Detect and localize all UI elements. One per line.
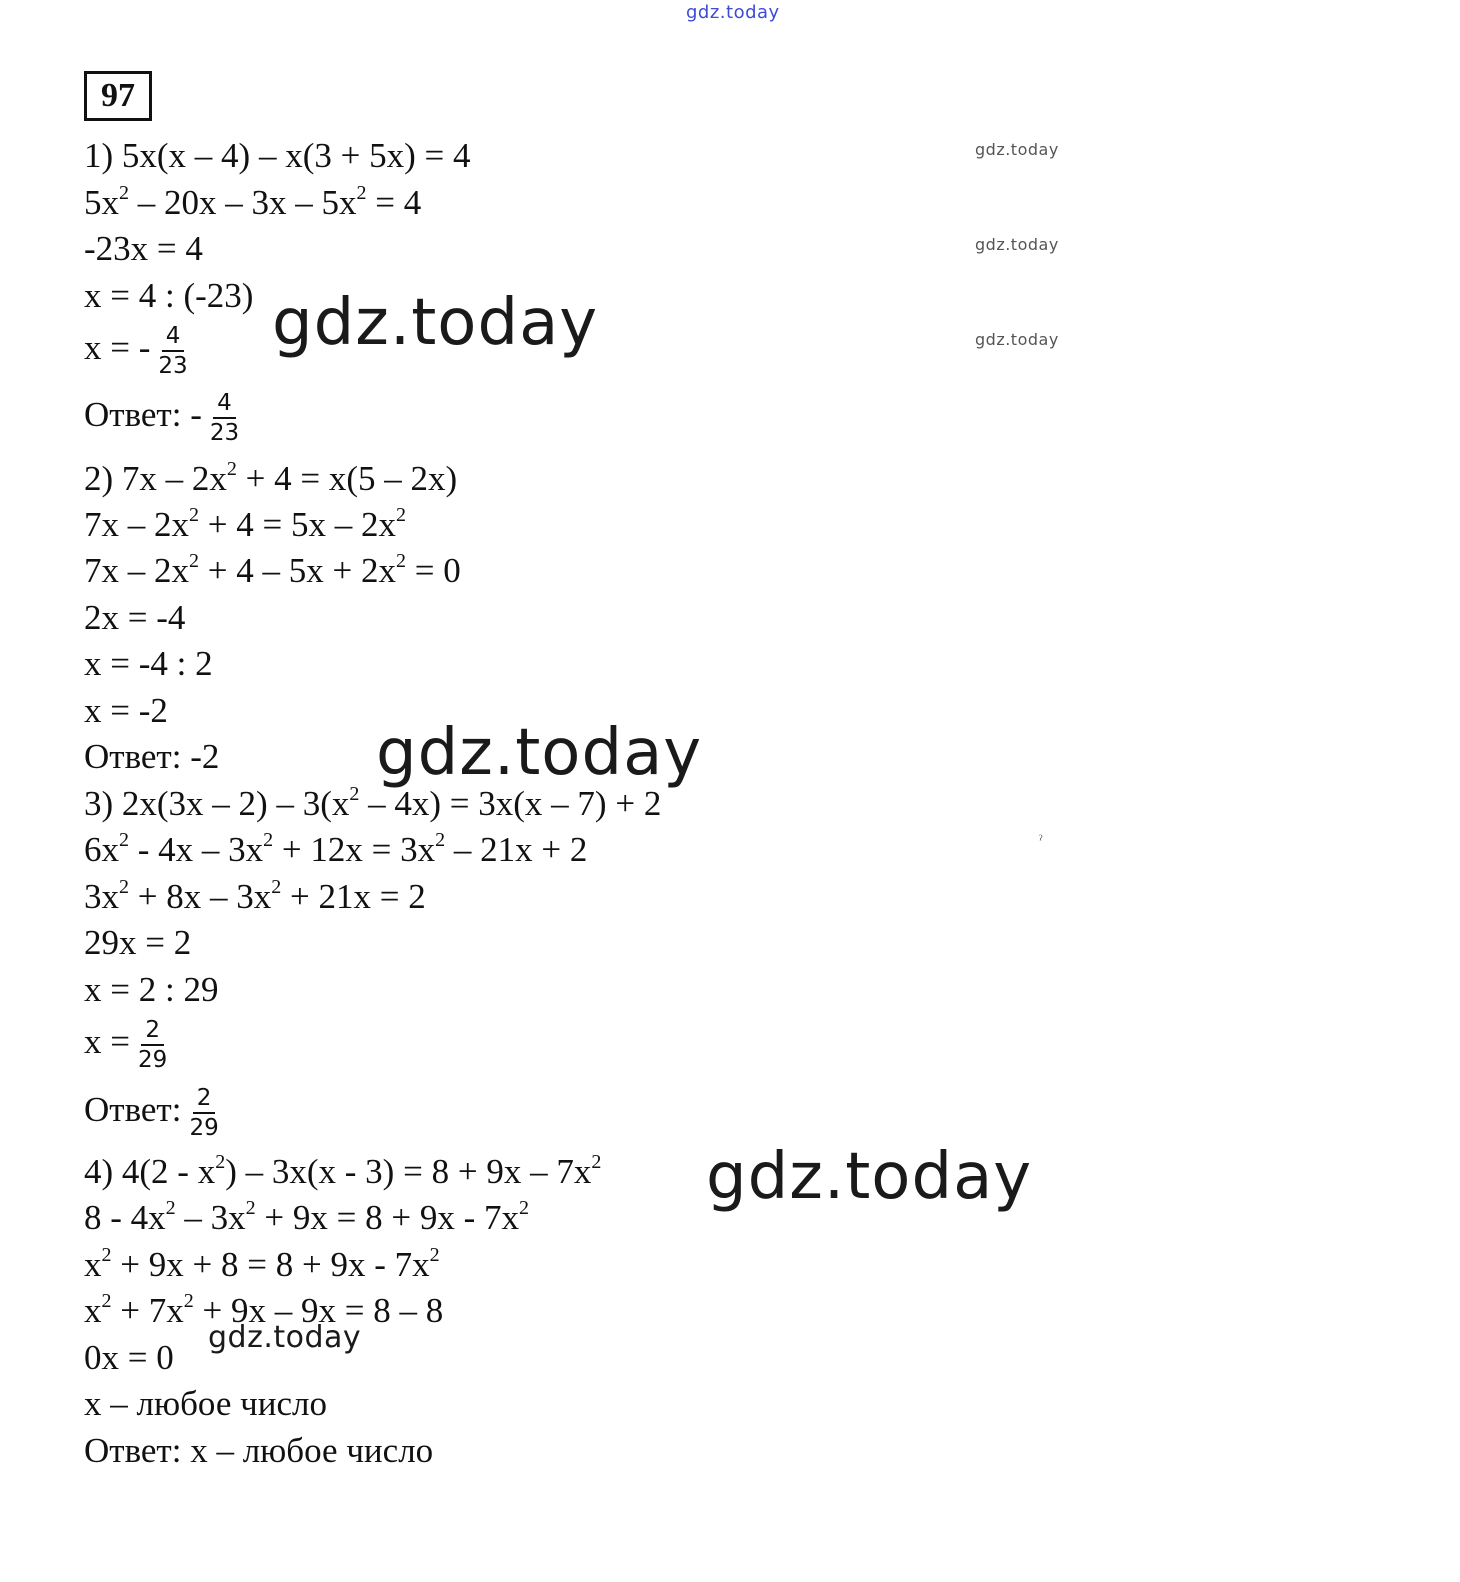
equation-line: x = -2 xyxy=(84,691,168,730)
equation-line: 1) 5x(x – 4) – x(3 + 5x) = 4 xyxy=(84,136,471,175)
fraction: $\frac{4}{23}$ xyxy=(209,390,240,446)
equation-line: x = 2 : 29 xyxy=(84,970,219,1009)
fraction: $\frac{4}{23}$ xyxy=(158,323,188,379)
watermark-mid: gdz.today xyxy=(208,1320,362,1355)
answer-line: Ответ: -2 xyxy=(84,737,220,776)
answer-line: Ответ: - $\frac{4}{23}$ xyxy=(84,389,243,447)
equation-line: 3) $2x(3x - 2) - 3(x^2 - 4x) = 3x(x - 7) + 2$ xyxy=(84,783,662,823)
equation-line: $8 - 4x^2 - 3x^2 + 9x = 8 + 9x - 7x^2$ xyxy=(84,1197,530,1237)
watermark-small: gdz.today xyxy=(975,330,1059,349)
equation-line: $3x^2 + 8x - 3x^2 + 21x = 2$ xyxy=(84,876,426,916)
answer-line: Ответ: $\frac{2}{29}$ xyxy=(84,1084,223,1142)
answer-line: Ответ: x – любое число xyxy=(84,1431,434,1470)
equation-line: 0x = 0 xyxy=(84,1338,174,1377)
equation-line: $5x^2 - 20x - 3x - 5x^2 = 4$ xyxy=(84,182,422,222)
equation-line: -23x = 4 xyxy=(84,229,203,268)
equation-line: $6x^2 - 4x - 3x^2 + 12x = 3x^2 - 21x + 2$ xyxy=(84,829,588,869)
equation-line: 4) $4(2 - x^2) - 3x(x - 3) = 8 + 9x - 7x^2$ xyxy=(84,1151,602,1191)
watermark-big: gdz.today xyxy=(376,716,703,790)
equation-line: $7x - 2x^2 + 4 - 5x + 2x^2 = 0$ xyxy=(84,550,461,590)
watermark-big: gdz.today xyxy=(706,1140,1033,1214)
equation-line: x = - $\frac{4}{23}$ xyxy=(84,322,192,380)
task-number: 97 xyxy=(84,71,152,121)
stray-mark: ˀ xyxy=(1039,833,1043,848)
watermark-small: gdz.today xyxy=(975,140,1059,159)
equation-line: $7x - 2x^2 + 4 = 5x - 2x^2$ xyxy=(84,504,406,544)
watermark-big: gdz.today xyxy=(272,286,599,360)
watermark-small: gdz.today xyxy=(975,235,1059,254)
equation-line: 29x = 2 xyxy=(84,923,192,962)
fraction: $\frac{2}{29}$ xyxy=(138,1017,168,1073)
equation-line: $x^2 + 9x + 8 = 8 + 9x - 7x^2$ xyxy=(84,1244,440,1284)
equation-line: x = -4 : 2 xyxy=(84,644,213,683)
equation-line: x = $\frac{2}{29}$ xyxy=(84,1016,171,1074)
equation-line: $x^2 + 7x^2 + 9x - 9x = 8 - 8$ xyxy=(84,1290,444,1330)
equation-line: 2x = -4 xyxy=(84,598,186,637)
equation-line: x = 4 : (-23) xyxy=(84,276,254,315)
equation-line: 2) $7x - 2x^2 + 4 = x(5 - 2x)$ xyxy=(84,458,458,498)
equation-line: x – любое число xyxy=(84,1384,327,1423)
fraction: $\frac{2}{29}$ xyxy=(189,1085,219,1141)
watermark-top: gdz.today xyxy=(686,2,780,23)
